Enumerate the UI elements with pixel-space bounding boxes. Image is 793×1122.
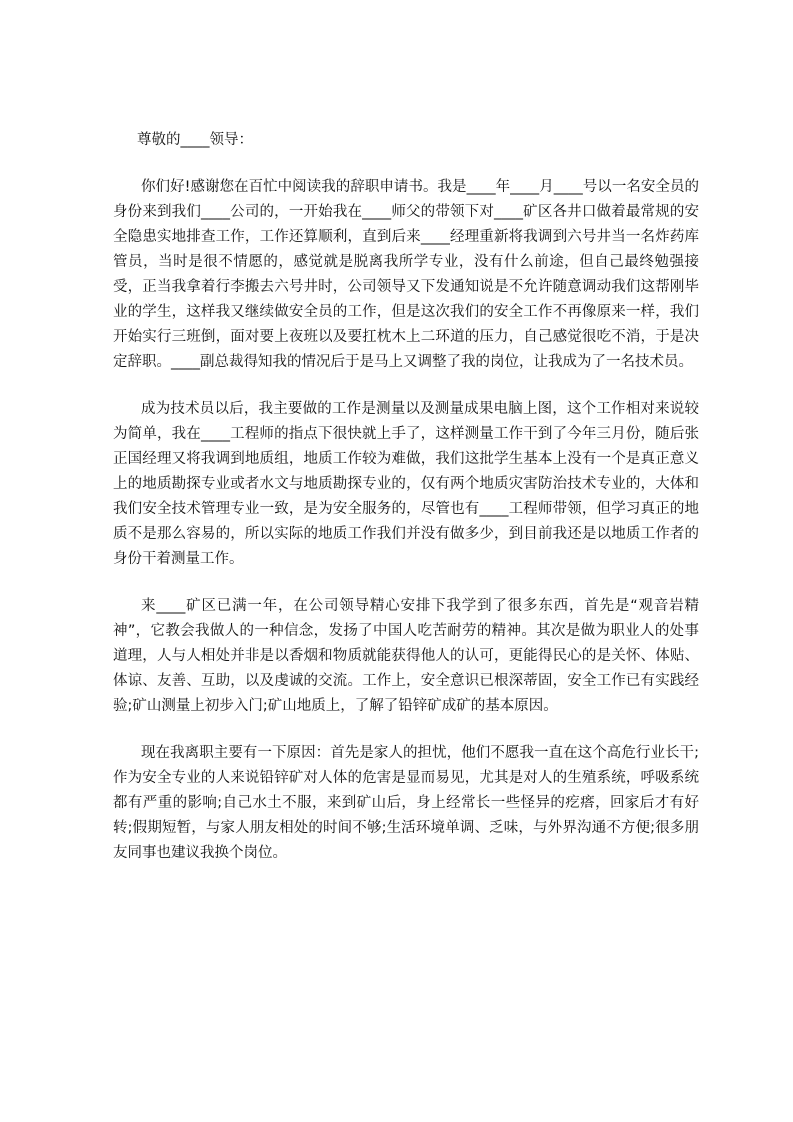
paragraph-reasons-for-leaving: 现在我离职主要有一下原因：首先是家人的担忧，他们不愿我一直在这个高危行业长干;作为安全专业的人来说铅锌矿对人体的危害是显而易见，尤其是对人的生殖系统，呼吸系统都有严重的影响;自己水土不服，来到矿山后，身上经常长一些怪异的疙瘩，回家后才有好转;假期短暂，与家人朋友相处的时间不够;生活环境单调、乏味，与外界沟通不方便;很多朋友同事也建议我换个岗位。	[113, 745, 699, 861]
paragraph-lessons-learned: 来____矿区已满一年，在公司领导精心安排下我学到了很多东西，首先是“观音岩精神”，它教会我做人的一种信念，发扬了中国人吃苦耐劳的精神。其次是做为职业人的处事道理，人与人相处并非是以香烟和物质就能获得他人的认可，更能得民心的是关怀、体贴、体谅、友善、互助，以及虔诚的交流。工作上，安全意识已根深蒂固，安全工作已有实践经验;矿山测量上初步入门;矿山地质上，了解了铅锌矿成矿的基本原因。	[113, 598, 699, 714]
letter-salutation: 尊敬的____领导：	[137, 132, 253, 148]
letter-body	[113, 128, 699, 888]
paragraph-introduction: 你们好!感谢您在百忙中阅读我的辞职申请书。我是____年____月____号以一名安全员的身份来到我们____公司的，一开始我在____师父的带领下对____矿区各井口做着最常规的安全隐患实地排查工作，工作还算顺利，直到后来____经理重新将我调到六号井当一名炸药库管员，当时是很不情愿的，感觉就是脱离我所学专业，没有什么前途，但自己最终勉强接受，正当我拿着行李搬去六号井时，公司领导又下发通知说是不允许随意调动我们这帮刚毕业的学生，这样我又继续做安全员的工作，但是这次我们的安全工作不再像原来一样，我们开始实行三班倒，面对要上夜班以及要扛枕木上二环道的压力，自己感觉很吃不消，于是决定辞职。____副总裁得知我的情况后于是马上又调整了我的岗位，让我成为了一名技术员。	[113, 179, 699, 370]
paragraph-technician-role: 成为技术员以后，我主要做的工作是测量以及测量成果电脑上图，这个工作相对来说较为简单，我在____工程师的指点下很快就上手了，这样测量工作干到了今年三月份，随后张正国经理又将我调到地质组，地质工作较为难做，我们这批学生基本上没有一个是真正意义上的地质勘探专业或者水文与地质勘探专业的，仅有两个地质灾害防治技术专业的，大体和我们安全技术管理专业一致，是为安全服务的，尽管也有____工程师带领，但学习真正的地质不是那么容易的，所以实际的地质工作我们并没有做多少，到目前我还是以地质工作者的身份干着测量工作。	[113, 401, 699, 567]
